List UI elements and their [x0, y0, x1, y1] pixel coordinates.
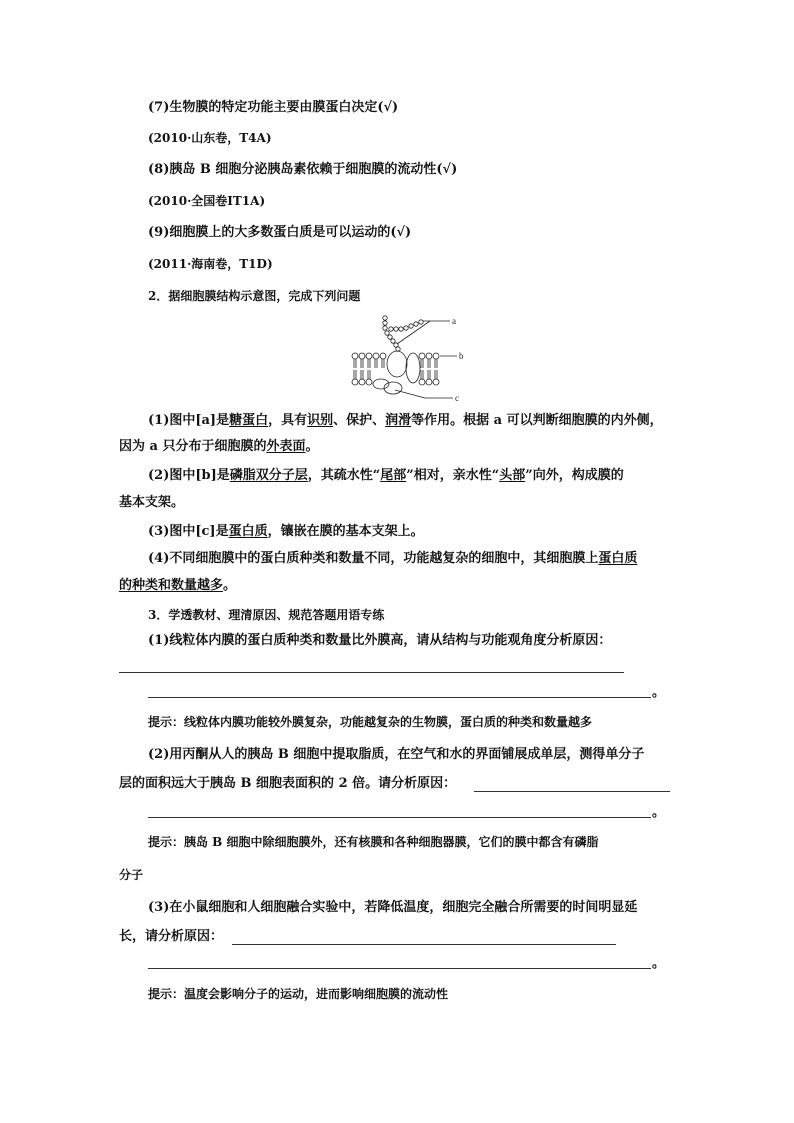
q3-part3-line1: (3)在小鼠细胞和人细胞融合实验中，若降低温度，细胞完全融合所需要的时间明显延 [148, 900, 638, 915]
q2-part4-line2: 的种类和数量越多。 [119, 578, 237, 593]
sugar-chain [383, 316, 423, 351]
q2-part1-line2: 因为 a 只分布于细胞膜的外表面。 [119, 439, 319, 454]
q3-part1-text: (1)线粒体内膜的蛋白质种类和数量比外膜高，请从结构与功能观角度分析原因： [148, 633, 612, 648]
q2-part1-line1: (1)图中[a]是糖蛋白，具有识别、保护、润滑等作用。根据 a 可以判断细胞膜的内外侧， [148, 413, 663, 428]
item-7: (7)生物膜的特定功能主要由膜蛋白决定(√) [148, 100, 399, 115]
answer-blank-2b[interactable] [148, 817, 651, 818]
q3-part2-hint-line2: 分子 [119, 868, 144, 882]
question-3-title: 3．学透教材、理清原因、规范答题用语专练 [148, 608, 385, 622]
q3-part2-line1: (2)用丙酮从人的胰岛 B 细胞中提取脂质，在空气和水的界面铺展成单层，测得单分子 [148, 747, 645, 762]
question-2-title: 2．据细胞膜结构示意图，完成下列问题 [148, 289, 361, 303]
answer-phospholipid-bilayer: 磷脂双分子层 [229, 468, 308, 483]
label-b: b [459, 351, 464, 361]
q3-part3-end: 。 [652, 956, 666, 971]
answer-protein: 蛋白质 [228, 524, 268, 539]
answer-glycoprotein: 糖蛋白 [229, 413, 269, 428]
answer-head: 头部 [499, 468, 526, 483]
q3-part3-line2: 长，请分析原因： [119, 929, 224, 944]
answer-recognition: 识别 [307, 413, 334, 428]
label-c: c [455, 393, 459, 402]
item-9: (9)细胞膜上的大多数蛋白质是可以运动的(√) [148, 225, 412, 240]
answer-blank-2a[interactable] [474, 791, 670, 792]
q3-part3-hint: 提示：温度会影响分子的运动，进而影响细胞膜的流动性 [148, 987, 449, 1001]
q2-part3: (3)图中[c]是蛋白质，镶嵌在膜的基本支架上。 [148, 524, 424, 539]
item-9-source: (2011·海南卷，T1D) [148, 257, 273, 271]
answer-protein-2: 蛋白质 [598, 551, 638, 566]
item-7-source: (2010·山东卷，T4A) [148, 131, 272, 145]
label-a: a [452, 316, 456, 326]
phospholipid-bottom [352, 370, 439, 385]
q3-part2-line2: 层的面积远大于胰岛 B 细胞表面积的 2 倍。请分析原因： [119, 776, 457, 791]
answer-blank-3a[interactable] [232, 944, 616, 945]
cell-membrane-diagram [345, 310, 475, 402]
q3-part1-end: 。 [652, 685, 666, 700]
q3-part1-hint: 提示：线粒体内膜功能较外膜复杂，功能越复杂的生物膜，蛋白质的种类和数量越多 [148, 715, 593, 729]
q3-part2-hint-line1: 提示：胰岛 B 细胞中除细胞膜外，还有核膜和各种细胞器膜，它们的膜中都含有磷脂 [148, 835, 599, 849]
glycoprotein-shape [387, 351, 407, 377]
q2-part4-line1: (4)不同细胞膜中的蛋白质种类和数量不同，功能越复杂的细胞中，其细胞膜上蛋白质 [148, 551, 638, 566]
answer-outer-surface: 外表面 [266, 439, 306, 454]
answer-tail: 尾部 [380, 468, 407, 483]
item-8: (8)胰岛 B 细胞分泌胰岛素依赖于细胞膜的流动性(√) [148, 162, 458, 177]
answer-blank-1b[interactable] [148, 697, 651, 698]
q2-part2-line1: (2)图中[b]是磷脂双分子层，其疏水性“尾部”相对，亲水性“头部”向外，构成膜的 [148, 468, 624, 483]
phospholipid-top [352, 353, 439, 368]
channel-protein-shape [406, 353, 420, 383]
answer-blank-3b[interactable] [148, 968, 651, 969]
q3-part2-end: 。 [652, 805, 666, 820]
item-8-source: (2010·全国卷ⅠT1A) [148, 194, 266, 208]
answer-lubrication: 润滑 [385, 413, 412, 428]
answer-blank-1a[interactable] [119, 672, 624, 673]
q2-part2-line2: 基本支架。 [119, 495, 185, 510]
